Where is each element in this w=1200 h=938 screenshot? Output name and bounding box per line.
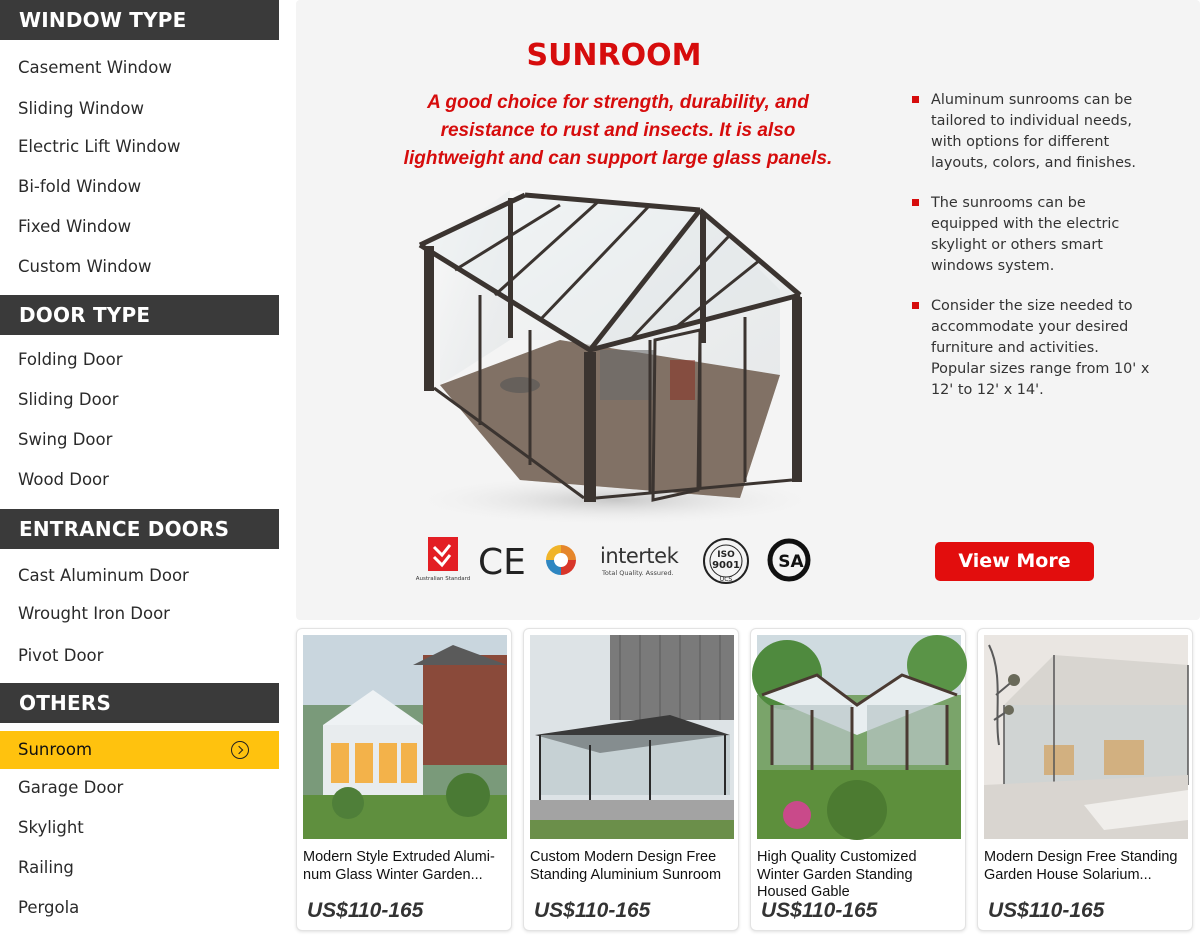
sunroom-illustration (400, 180, 830, 525)
product-card[interactable] (750, 628, 966, 931)
sidebar-item-skylight[interactable]: Skylight (18, 818, 84, 837)
iso-9001-logo (702, 537, 750, 585)
product-card[interactable] (296, 628, 512, 931)
bullet-square-icon (912, 302, 919, 309)
svg-text:9001: 9001 (712, 560, 740, 571)
hero-subtitle: A good choice for strength, durability, and resistance to rust and insects. It is also lightweight and can support large glass panels. (403, 92, 833, 169)
product-image (757, 635, 961, 839)
section-title-window-type: WINDOW TYPE (0, 0, 279, 40)
sidebar-item-wrought-iron-door[interactable]: Wrought Iron Door (18, 604, 170, 623)
ce-mark-logo (478, 542, 526, 583)
sidebar-item-sliding-window[interactable]: Sliding Window (18, 99, 144, 118)
list-item: The sunrooms can be equipped with the electric skylight or others smart windows system. (912, 193, 1152, 277)
sidebar (0, 0, 279, 938)
sidebar-item-swing-door[interactable]: Swing Door (18, 430, 113, 449)
bullet-square-icon (912, 96, 919, 103)
product-name: Modern Design Free Standing Garden House Solarium... (984, 849, 1178, 883)
sidebar-item-pivot-door[interactable]: Pivot Door (18, 646, 104, 665)
australian-standard-logo (415, 535, 471, 587)
product-price: US$110-165 (761, 899, 878, 922)
product-name: High Quality Customized Winter Garden Standing Housed Gable (757, 849, 917, 900)
energy-rating-logo (544, 543, 578, 577)
hero-panel (296, 0, 1200, 620)
section-title-entrance-doors: ENTRANCE DOORS (0, 509, 279, 549)
sidebar-item-custom-window[interactable]: Custom Window (18, 257, 152, 276)
section-title-others: OTHERS (0, 683, 279, 723)
sidebar-item-sliding-door[interactable]: Sliding Door (18, 390, 119, 409)
product-image (303, 635, 507, 839)
svg-text:UCS: UCS (719, 576, 733, 583)
svg-text:intertek: intertek (600, 544, 679, 568)
sidebar-item-electric-lift-window[interactable]: Electric Lift Window (18, 137, 181, 156)
sidebar-item-bi-fold-window[interactable]: Bi-fold Window (18, 177, 142, 196)
product-image (530, 635, 734, 839)
product-price: US$110-165 (534, 899, 651, 922)
svg-text:Total Quality. Assured.: Total Quality. Assured. (602, 569, 674, 577)
product-name: Modern Style Extruded Alumi-num Glass Winter Garden... (303, 849, 495, 883)
sidebar-item-pergola[interactable]: Pergola (18, 898, 80, 917)
certification-logos (415, 535, 814, 587)
svg-text:Australian Standard: Australian Standard (415, 576, 471, 582)
product-price: US$110-165 (307, 899, 424, 922)
svg-text:ISO: ISO (717, 550, 735, 560)
svg-text:SA: SA (778, 552, 804, 572)
section-title-door-type: DOOR TYPE (0, 295, 279, 335)
bullet-square-icon (912, 199, 919, 206)
chevron-right-circle-icon (231, 741, 249, 759)
product-image (984, 635, 1188, 839)
sidebar-item-wood-door[interactable]: Wood Door (18, 470, 109, 489)
view-more-button[interactable]: View More (935, 542, 1094, 581)
product-price: US$110-165 (988, 899, 1105, 922)
sidebar-item-railing[interactable]: Railing (18, 858, 74, 877)
product-name: Custom Modern Design Free Standing Aluminium Sunroom (530, 849, 722, 883)
sidebar-item-garage-door[interactable]: Garage Door (18, 778, 124, 797)
sidebar-item-sunroom[interactable] (0, 731, 279, 769)
feature-list (912, 90, 1152, 420)
product-card[interactable] (523, 628, 739, 931)
list-item: Aluminum sunrooms can be tailored to individual needs, with options for different layouts, colors, and finishes. (912, 90, 1152, 174)
product-card[interactable] (977, 628, 1193, 931)
sidebar-item-label: Sunroom (18, 740, 93, 759)
sidebar-item-folding-door[interactable]: Folding Door (18, 350, 123, 369)
page-title: SUNROOM (526, 38, 702, 73)
sidebar-item-fixed-window[interactable]: Fixed Window (18, 217, 132, 236)
svg-text:CE: CE (478, 542, 526, 583)
sidebar-item-cast-aluminum-door[interactable]: Cast Aluminum Door (18, 566, 189, 585)
intertek-logo (600, 541, 692, 579)
sidebar-item-casement-window[interactable]: Casement Window (18, 58, 172, 77)
csa-logo (768, 539, 810, 581)
list-item: Consider the size needed to accommodate your desired furniture and activities. Popular sizes range from 10' x 12' to 12' x 14'. (912, 296, 1152, 401)
